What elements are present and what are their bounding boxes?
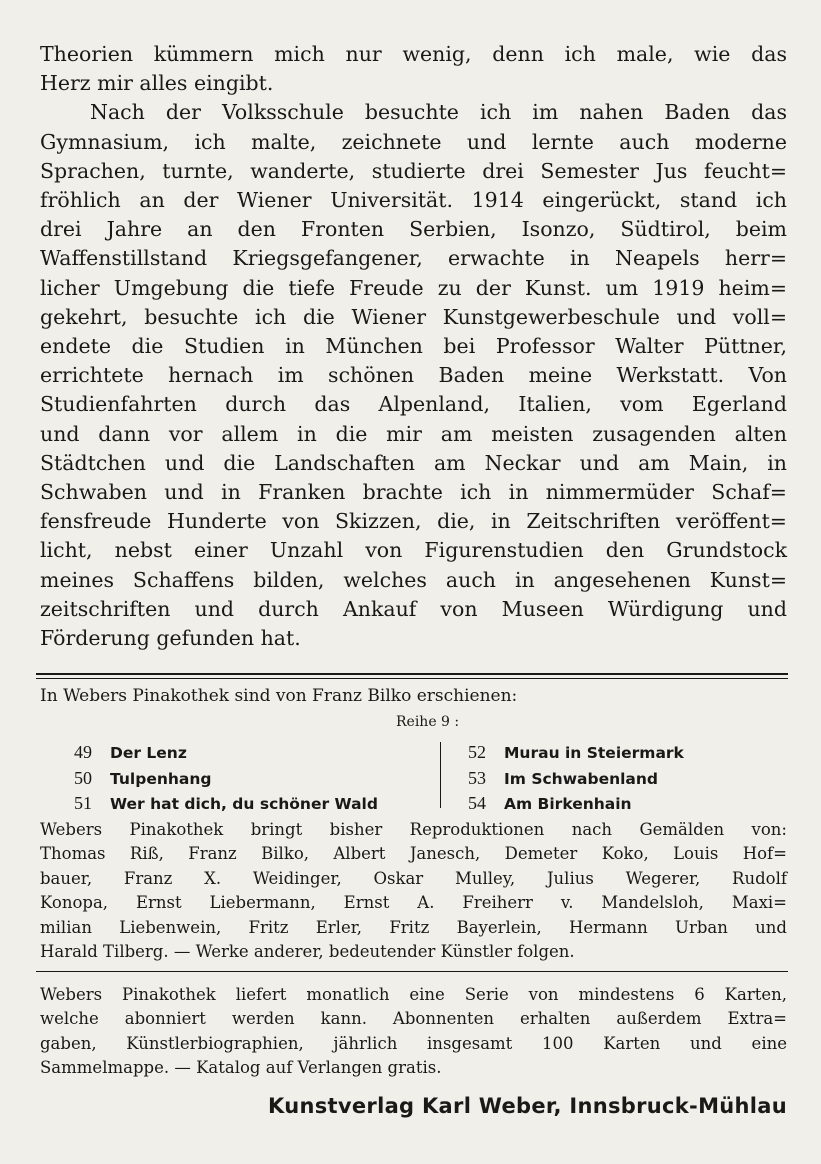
list-item xyxy=(468,791,684,817)
list-item xyxy=(74,791,378,817)
list-item xyxy=(468,766,684,792)
bio-line: Städtchen und die Landschaften am Neckar und am Main, in xyxy=(40,450,787,475)
bio-line: Gymnasium, ich malte, zeichnete und lernte auch moderne xyxy=(40,129,787,154)
section-divider xyxy=(36,673,788,675)
artists-line: Konopa, Ernst Liebermann, Ernst A. Freiherr v. Mandelsloh, Maxi= xyxy=(40,893,787,913)
work-number: 51 xyxy=(74,793,92,813)
work-title: Murau in Steiermark xyxy=(504,744,684,762)
list-item xyxy=(74,766,378,792)
bio-line: meines Schaffens bilden, welches auch in angesehenen Kunst= xyxy=(40,567,787,592)
artists-paragraph xyxy=(40,818,787,964)
bio-line: fröhlich an der Wiener Universität. 1914 eingerückt, stand ich xyxy=(40,188,787,213)
subscription-paragraph xyxy=(40,983,787,1081)
bio-line: Studienfahrten durch das Alpenland, Italien, vom Egerland xyxy=(40,392,787,417)
work-number: 52 xyxy=(468,742,486,762)
artists-line: Webers Pinakothek bringt bisher Reproduktionen nach Gemälden von: xyxy=(40,820,787,839)
works-list-left xyxy=(74,740,378,817)
bio-line: errichtete hernach im schönen Baden meine Werkstatt. Von xyxy=(40,363,787,388)
bio-line: Nach der Volksschule besuchte ich im nahen Baden das xyxy=(90,100,787,125)
subscription-line: welche abonniert werden kann. Abonnenten erhalten außerdem Extra= xyxy=(40,1009,787,1029)
bio-line: Theorien kümmern mich nur wenig, denn ich male, wie das xyxy=(40,42,787,66)
bio-line: endete die Studien in München bei Professor Walter Püttner, xyxy=(40,334,787,359)
subscription-line: Webers Pinakothek liefert monatlich eine Serie von mindestens 6 Karten, xyxy=(40,985,787,1004)
work-number: 53 xyxy=(468,767,486,788)
work-number: 50 xyxy=(74,767,92,788)
list-item xyxy=(74,740,378,766)
work-title: Der Lenz xyxy=(110,744,187,762)
subscription-line: Sammelmappe. — Katalog auf Verlangen gratis. xyxy=(40,1058,442,1078)
artists-line: bauer, Franz X. Weidinger, Oskar Mulley, Julius Wegerer, Rudolf xyxy=(40,868,787,888)
bio-line: zeitschriften und durch Ankauf von Museen Würdigung und xyxy=(40,596,787,621)
bio-line: licht, nebst einer Unzahl von Figurenstudien den Grundstock xyxy=(40,538,787,563)
bio-line: licher Umgebung die tiefe Freude zu der Kunst. um 1919 heim= xyxy=(40,275,787,300)
artists-line: milian Liebenwein, Fritz Erler, Fritz Bayerlein, Hermann Urban und xyxy=(40,917,787,937)
bio-line: und dann vor allem in die mir am meisten zusagenden alten xyxy=(40,421,787,446)
bio-line: Sprachen, turnte, wanderte, studierte drei Semester Jus feucht= xyxy=(40,158,787,183)
work-number: 49 xyxy=(74,742,92,762)
subscription-line: gaben, Künstlerbiographien, jährlich insgesamt 100 Karten und eine xyxy=(40,1033,787,1053)
bio-line: fensfreude Hunderte von Skizzen, die, in Zeitschriften veröffent= xyxy=(40,509,787,534)
bio-line: drei Jahre an den Fronten Serbien, Isonzo, Südtirol, beim xyxy=(40,217,787,242)
bio-line: Herz mir alles eingibt. xyxy=(40,71,274,96)
artists-line: Harald Tilberg. — Werke anderer, bedeutender Künstler folgen. xyxy=(40,942,575,962)
column-divider xyxy=(440,742,441,808)
list-item xyxy=(468,740,684,766)
work-title: Am Birkenhain xyxy=(504,795,632,813)
section-divider xyxy=(36,678,788,679)
work-title: Wer hat dich, du schöner Wald xyxy=(110,795,378,813)
publisher-imprint: Kunstverlag Karl Weber, Innsbruck-Mühlau xyxy=(268,1094,787,1118)
bio-line: Förderung gefunden hat. xyxy=(40,626,301,651)
series-heading: In Webers Pinakothek sind von Franz Bilko erschienen: xyxy=(40,686,518,706)
works-list-right xyxy=(468,740,684,817)
bio-line: Schwaben und in Franken brachte ich in nimmermüder Schaf= xyxy=(40,480,787,505)
work-title: Im Schwabenland xyxy=(504,769,659,788)
section-divider xyxy=(36,971,788,972)
biography-text xyxy=(40,40,787,653)
bio-line: Waffenstillstand Kriegsgefangener, erwachte in Neapels herr= xyxy=(40,246,787,271)
bio-line: gekehrt, besuchte ich die Wiener Kunstgewerbeschule und voll= xyxy=(40,304,787,329)
series-label: Reihe 9 : xyxy=(396,714,460,730)
work-title: Tulpenhang xyxy=(110,769,212,788)
artists-line: Thomas Riß, Franz Bilko, Albert Janesch, Demeter Koko, Louis Hof= xyxy=(40,844,787,864)
work-number: 54 xyxy=(468,793,486,813)
